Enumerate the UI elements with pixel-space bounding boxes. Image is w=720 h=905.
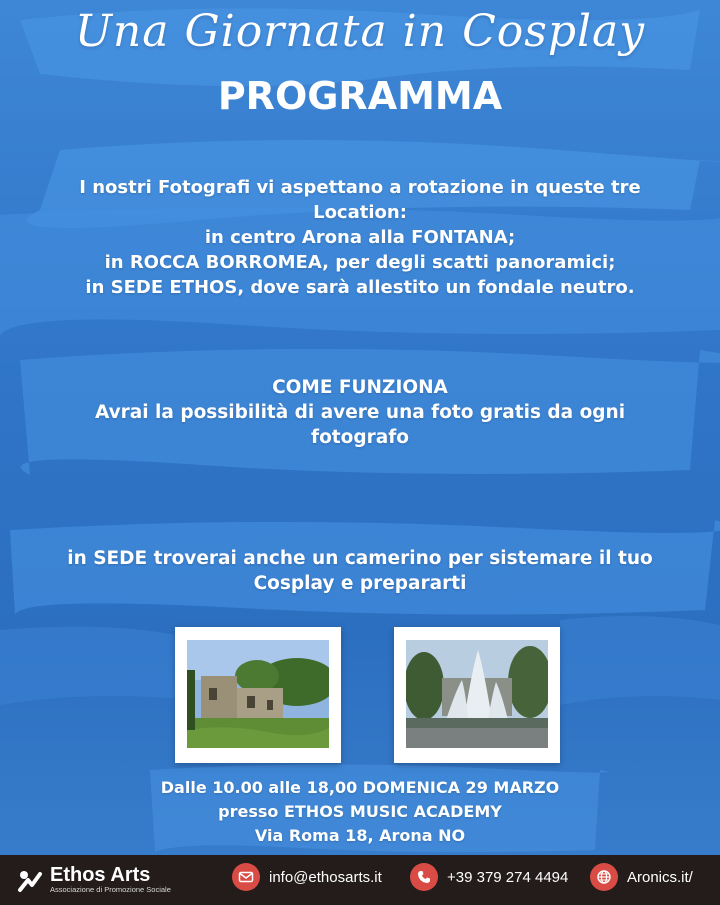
sede-line: Cosplay e prepararti (253, 573, 467, 594)
locations-line: in ROCCA BORROMEA, per degli scatti panoramici; (104, 252, 616, 273)
locations-text (20, 175, 700, 300)
brand (16, 865, 216, 895)
how-it-works-line: fotografo (311, 427, 409, 448)
email-contact[interactable] (232, 863, 382, 891)
email-link[interactable]: info@ethosarts.it (269, 868, 382, 886)
how-it-works-heading: COME FUNZIONA (272, 377, 448, 398)
globe-icon (590, 863, 618, 891)
fontana-photo (394, 627, 560, 763)
phone-number[interactable]: +39 379 274 4494 (447, 868, 569, 886)
event-venue-line: presso ETHOS MUSIC ACADEMY (218, 802, 502, 821)
phone-contact[interactable] (410, 863, 568, 891)
brand-subtitle: Associazione di Promozione Sociale (50, 885, 171, 894)
how-it-works-line: Avrai la possibilità di avere una foto gratis da ogni (94, 402, 626, 423)
page-title: PROGRAMMA (217, 74, 503, 118)
fountain-image (406, 640, 548, 748)
mail-icon (232, 863, 260, 891)
brand-name: Ethos Arts (50, 864, 151, 886)
locations-line: in SEDE ETHOS, dove sarà allestito un fondale neutro. (85, 277, 635, 298)
website-contact[interactable] (590, 863, 693, 891)
locations-line: I nostri Fotografi vi aspettano a rotazione in queste tre (79, 177, 641, 198)
event-date-line: Dalle 10.00 alle 18,00 DOMENICA 29 MARZO (160, 778, 560, 797)
sede-line: in SEDE troverai anche un camerino per sistemare il tuo (67, 548, 653, 569)
rocca-photo (175, 627, 341, 763)
script-title: Una Giornata in Cosplay (74, 6, 646, 57)
phone-icon (410, 863, 438, 891)
how-it-works-text (20, 375, 700, 450)
website-link[interactable]: Aronics.it/ (627, 868, 693, 886)
ethos-logo-icon (16, 866, 44, 894)
locations-line: in centro Arona alla FONTANA; (204, 227, 516, 248)
event-info-text (20, 776, 700, 848)
footer-bar (0, 855, 720, 905)
sede-text (20, 546, 700, 596)
event-address-line: Via Roma 18, Arona NO (254, 826, 466, 845)
rocca-ruins-image (187, 640, 329, 748)
locations-line: Location: (313, 202, 407, 223)
